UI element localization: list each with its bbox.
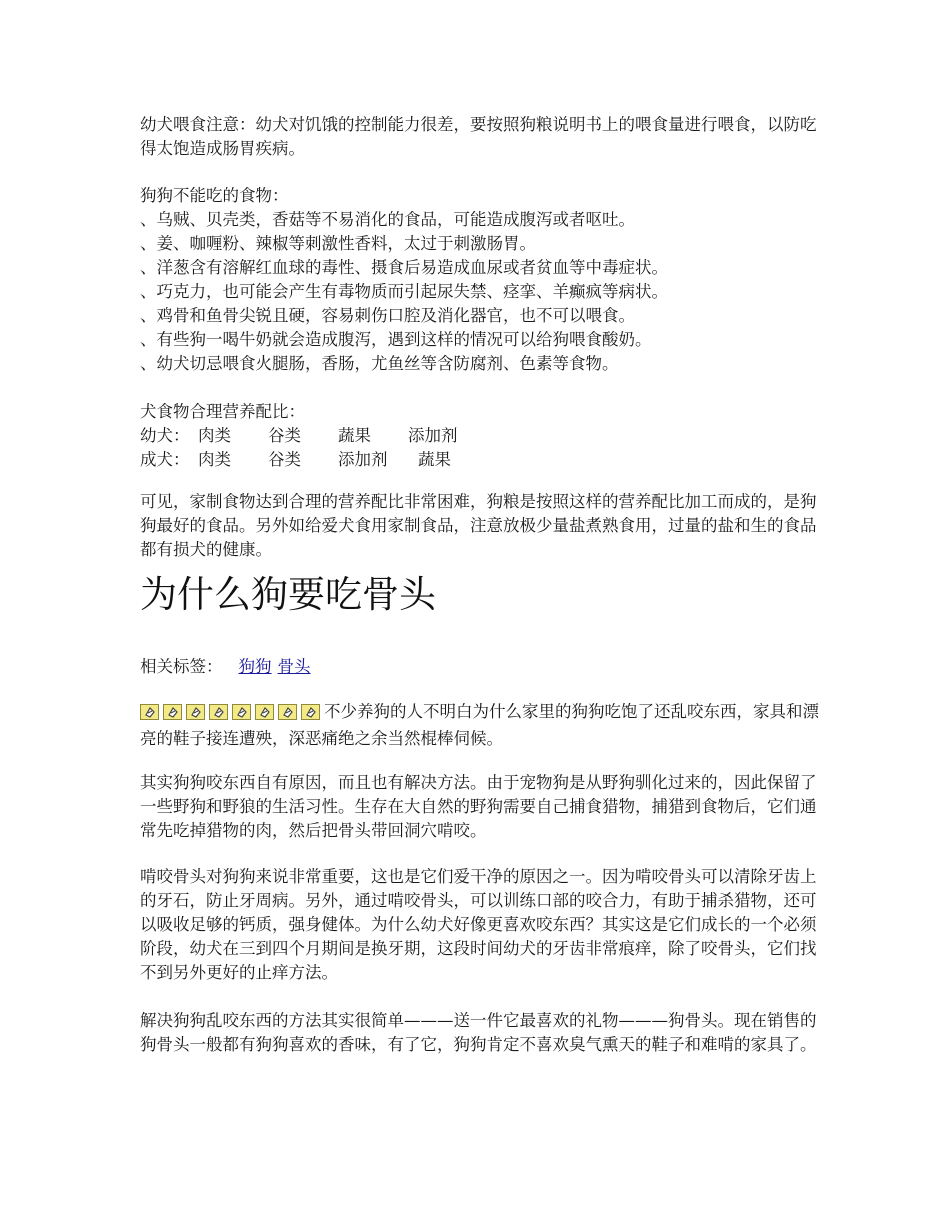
list-item: 、乌贼、贝壳类，香菇等不易消化的食品，可能造成腹泻或者呕吐。 <box>140 210 635 229</box>
list-item: 、有些狗一喝牛奶就会造成腹泻，遇到这样的情况可以给狗喂食酸奶。 <box>140 330 652 349</box>
related-tags <box>140 655 311 679</box>
article-paragraph-2: 其实狗狗咬东西自有原因，而且也有解决方法。由于宠物狗是从野狗驯化过来的，因此保留了一些野狗和野狼的生活习性。生存在大自然的野狗需要自己捕食猎物，捕猎到食物后，它们通常先吃掉猎物的肉，然后把骨头带回洞穴啃咬。 <box>140 773 817 840</box>
broken-image-icon <box>209 704 228 720</box>
broken-image-icon <box>140 704 159 720</box>
forbidden-foods-section <box>140 184 820 376</box>
table-cell: 蔬果 <box>418 450 451 469</box>
article-paragraph-1-text: 不少养狗的人不明白为什么家里的狗狗吃饱了还乱咬东西，家具和漂亮的鞋子接连遭殃，深恶痛绝之余当然棍棒伺候。 <box>140 702 819 748</box>
broken-image-icon-row <box>140 703 324 727</box>
row-label: 幼犬： <box>140 426 190 445</box>
article-paragraph-4: 解决狗狗乱咬东西的方法其实很简单———送一件它最喜欢的礼物———狗骨头。现在销售的狗骨头一般都有狗狗喜欢的香味，有了它，狗狗肯定不喜欢臭气熏天的鞋子和难啃的家具了。 <box>140 1011 817 1054</box>
table-cell: 肉类 <box>198 450 231 469</box>
nutrition-section <box>140 400 820 472</box>
table-cell: 添加剂 <box>338 450 388 469</box>
row-label: 成犬： <box>140 450 190 469</box>
table-cell: 肉类 <box>198 426 231 445</box>
tag-link-dog[interactable]: 狗狗 <box>238 657 272 676</box>
table-cell: 添加剂 <box>408 426 458 445</box>
article-paragraph-1 <box>140 700 820 751</box>
nutrition-row-adult <box>140 448 820 472</box>
article-paragraph-3: 啃咬骨头对狗狗来说非常重要，这也是它们爱干净的原因之一。因为啃咬骨头可以清除牙齿上的牙石，防止牙周病。另外，通过啃咬骨头，可以训练口部的咬合力，有助于捕杀猎物，还可以吸收足够的钙质，强身健体。为什么幼犬好像更喜欢咬东西？其实这是它们成长的一个必须阶段，幼犬在三到四个月期间是换牙期，这段时间幼犬的牙齿非常痕痒，除了咬骨头，它们找不到另外更好的止痒方法。 <box>140 867 817 982</box>
broken-image-icon <box>255 704 274 720</box>
broken-image-icon <box>278 704 297 720</box>
broken-image-icon <box>186 704 205 720</box>
nutrition-row-puppy <box>140 424 820 448</box>
table-cell: 谷类 <box>268 426 301 445</box>
tags-label: 相关标签： <box>140 657 223 676</box>
nutrition-heading: 犬食物合理营养配比： <box>140 402 305 421</box>
list-item: 、洋葱含有溶解红血球的毒性、摄食后易造成血尿或者贫血等中毒症状。 <box>140 258 668 277</box>
intro-paragraph: 幼犬喂食注意：幼犬对饥饿的控制能力很差，要按照狗粮说明书上的喂食量进行喂食，以防吃得太饱造成肠胃疾病。 <box>140 115 817 158</box>
broken-image-icon <box>232 704 251 720</box>
broken-image-icon <box>301 704 320 720</box>
list-item: 、姜、咖喱粉、辣椒等刺激性香料，太过于刺激肠胃。 <box>140 234 536 253</box>
conclusion-paragraph: 可见，家制食物达到合理的营养配比非常困难，狗粮是按照这样的营养配比加工而成的，是狗狗最好的食品。另外如给爱犬食用家制食品，注意放极少量盐煮熟食用，过量的盐和生的食品都有损犬的健康。 <box>140 492 817 559</box>
tag-link-bone[interactable]: 骨头 <box>277 657 311 676</box>
broken-image-icon <box>163 704 182 720</box>
list-item: 、鸡骨和鱼骨尖锐且硬，容易刺伤口腔及消化器官，也不可以喂食。 <box>140 306 635 325</box>
table-cell: 蔬果 <box>338 426 371 445</box>
article-title: 为什么狗要吃骨头 <box>140 573 436 616</box>
list-item: 、幼犬切忌喂食火腿肠，香肠，尤鱼丝等含防腐剂、色素等食物。 <box>140 354 619 373</box>
forbidden-foods-heading: 狗狗不能吃的食物： <box>140 186 289 205</box>
table-cell: 谷类 <box>268 450 301 469</box>
list-item: 、巧克力，也可能会产生有毒物质而引起尿失禁、痉挛、羊癫疯等病状。 <box>140 282 668 301</box>
